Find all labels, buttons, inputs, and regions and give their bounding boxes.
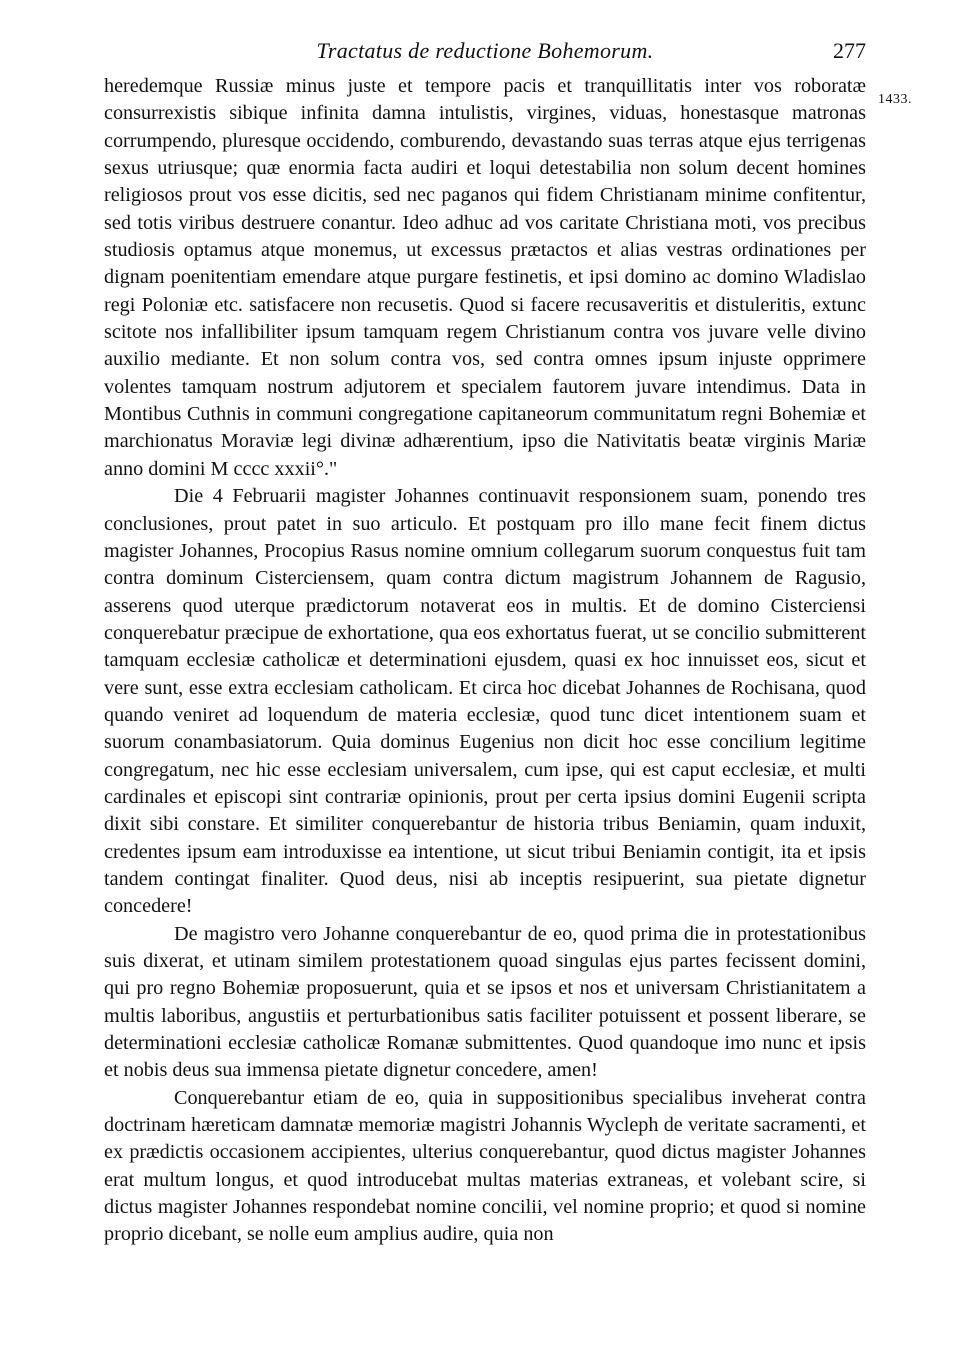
page-number: 277 bbox=[833, 38, 866, 63]
body-text bbox=[104, 73, 866, 1249]
running-title: Tractatus de reductione Bohemorum. bbox=[316, 38, 654, 63]
paragraph: Conquerebantur etiam de eo, quia in suppositionibus specialibus inveherat contra doctrinam hæreticam damnatæ memoriæ magistri Johannis Wycleph de veritate sacramenti, et ex prædictis occasionem accipientes, ulterius conquerebantur, quod dictus magister Johannes erat multum longus, et quod introducebat multas materias extraneas, et volebant scire, si dictus magister Johannes respondebat nomine concilii, vel nomine proprio; et quod si nomine proprio dicebant, se nolle eum amplius audire, quia non bbox=[104, 1086, 866, 1246]
margin-year-note: 1433. bbox=[878, 92, 912, 107]
paragraph: De magistro vero Johanne conquerebantur de eo, quod prima die in protestationibus suis dixerat, et utinam similem protestationem quoad singulas ejus partes fecissent domini, qui pro regno Bohemiæ proposuerunt, quia et se ipsos et nos et universam Christianitatem a multis laboribus, angustiis et perturbationibus satis faciliter potuissent et possent liberare, se determinationi ecclesiæ catholicæ Romanæ submittentes. Quod quandoque imo nunc et ipsis et nobis deus sua immensa pietate dignetur concedere, amen! bbox=[104, 922, 866, 1082]
running-head bbox=[104, 38, 866, 68]
paragraph: heredemque Russiæ minus juste et tempore pacis et tranquillitatis inter vos roboratæ consurrexistis sibique infinita damna intulistis, virgines, viduas, honestasque matronas corrumpendo, pluresque occidendo, comburendo, devastando suas terras atque ejus terrigenas sexus utriusque; quæ enormia facta audiri et loqui detestabilia non solum decent homines religiosos prout vos esse dicitis, sed nec paganos qui fidem Christianam minime confitentur, sed totis viribus destruere conantur. Ideo adhuc ad vos caritate Christiana moti, vos precibus studiosis optamus atque monemus, ut excessus prætactos et alias vestras ordinationes per dignam poenitentiam emendare atque purgare festinetis, et ipsi domino ac domino Wladislao regi Poloniæ etc. satisfacere non recusetis. Quod si facere recusaveritis et distuleritis, extunc scitote nos infallibiliter ipsum tamquam regem Christianum contra vos juvare velle divino auxilio mediante. Et non solum contra vos, sed contra omnes ipsum injuste opprimere volentes tamquam nostrum adjutorem et specialem fautorem juvare intendimus. Data in Montibus Cuthnis in communi congregatione capitaneorum communitatum regni Bohemiæ et marchionatus Moraviæ legi divinæ adhærentium, ipso die Nativitatis beatæ virginis Mariæ anno domini M cccc xxxii°." bbox=[104, 75, 866, 480]
paragraph: Die 4 Februarii magister Johannes continuavit responsionem suam, ponendo tres conclusiones, prout patet in suo articulo. Et postquam pro illo mane fecit finem dictus magister Johannes, Procopius Rasus nomine omnium collegarum suorum conquestus fuit tam contra dominum Cisterciensem, quam contra dictum magistrum Johannem de Ragusio, asserens quod uterque prædictorum notaverat eos in multis. Et de domino Cisterciensi conquerebatur præcipue de exhortatione, qua eos exhortatus fuerat, ut se concilio submitterent tamquam ecclesiæ catholicæ et determinationi ejusdem, quasi ex hoc innuisset eos, sicut et vere sunt, esse extra ecclesiam catholicam. Et circa hoc dicebat Johannes de Rochisana, quod quando veniret ad loquendum de materia ecclesiæ, quod tunc dicet intentionem suam et suorum conambasiatorum. Quia dominus Eugenius non dicit hoc esse concilium legitime congregatum, nec hic esse ecclesiam universalem, cum ipse, qui est caput ecclesiæ, et multi cardinales et episcopi sint contrariæ opinionis, prout per certa ipsius domini Eugenii scripta dixit sibi constare. Et similiter conquerebantur de historia tribus Beniamin, quam induxit, credentes ipsum eam introduxisse ea intentione, ut sicut tribui Beniamin contigit, ita et ipsis tandem contingat finaliter. Quod deus, nisi ab inceptis resipuerint, sua pietate dignetur concedere! bbox=[104, 485, 866, 918]
